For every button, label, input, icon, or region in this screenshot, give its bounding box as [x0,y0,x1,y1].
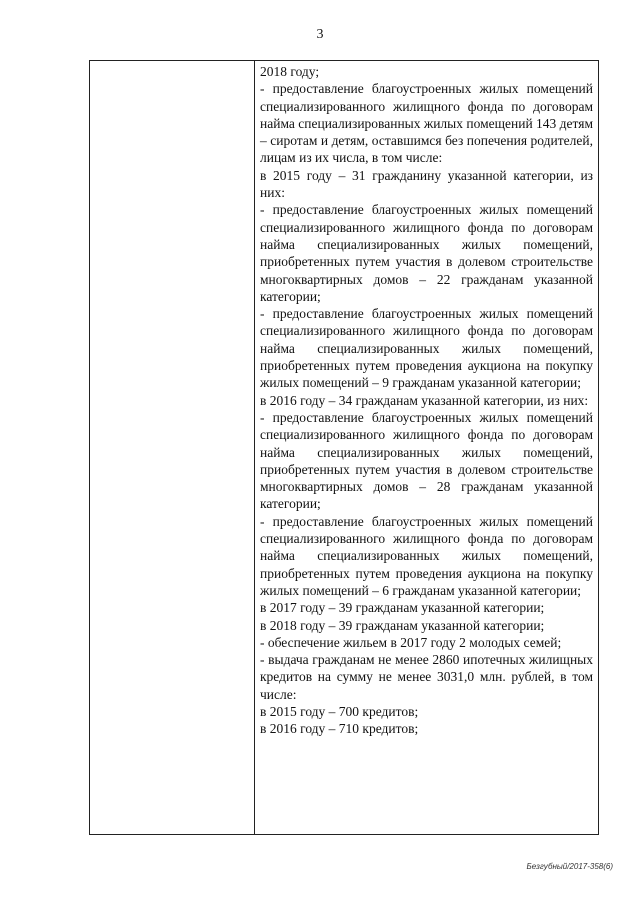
document-code: Безгубный/2017-358(6) [526,862,613,871]
text-line: - предоставление благоустроенных жилых помещений специализированного жилищного фонда по договорам найма специализированных жилых помещений 143 детям – сиротам и детям, оставшимся без попечения родителей, лицам из их числа, в том числе: [260,81,594,166]
table-right-column [260,63,593,738]
text-line: в 2015 году – 31 гражданину указанной категории, из них: [260,167,593,201]
text-line: - предоставление благоустроенных жилых помещений специализированного жилищного фонда по договорам найма специализированных жилых помещений, приобретенных путем участия в долевом строительстве многоквартирных домов – 22 гражданам указанной категории; [260,202,593,304]
text-line: - предоставление благоустроенных жилых помещений специализированного жилищного фонда по договорам найма специализированных жилых помещений, приобретенных путем участия в долевом строительстве многоквартирных домов – 28 гражданам указанной категории; [260,409,593,512]
text-line: в 2016 году – 710 кредитов; [260,721,419,737]
text-line: - предоставление благоустроенных жилых помещений специализированного жилищного фонда по договорам найма специализированных жилых помещений, приобретенных путем проведения аукциона на покупку жилых помещений – 6 гражданам указанной категории; [260,513,593,598]
text-line: в 2017 году – 39 гражданам указанной категории; [260,600,545,616]
text-line: - выдача гражданам не менее 2860 ипотечных жилищных кредитов на сумму не менее 3031,0 млн. рублей, в том числе: [260,652,593,702]
text-line: в 2015 году – 700 кредитов; [260,703,419,719]
content-table [89,60,599,835]
text-line: - обеспечение жильем в 2017 году 2 молодых семей; [260,634,562,650]
text-line: в 2016 году – 34 гражданам указанной категории, из них: [260,392,589,408]
text-line: 2018 году; [260,64,320,79]
text-line: - предоставление благоустроенных жилых помещений специализированного жилищного фонда по договорам найма специализированных жилых помещений, приобретенных путем проведения аукциона на покупку жилых помещений – 9 гражданам указанной категории; [260,306,593,391]
text-line: в 2018 году – 39 гражданам указанной категории; [260,617,545,633]
page-number: 3 [316,27,324,42]
table-left-column [90,61,255,834]
